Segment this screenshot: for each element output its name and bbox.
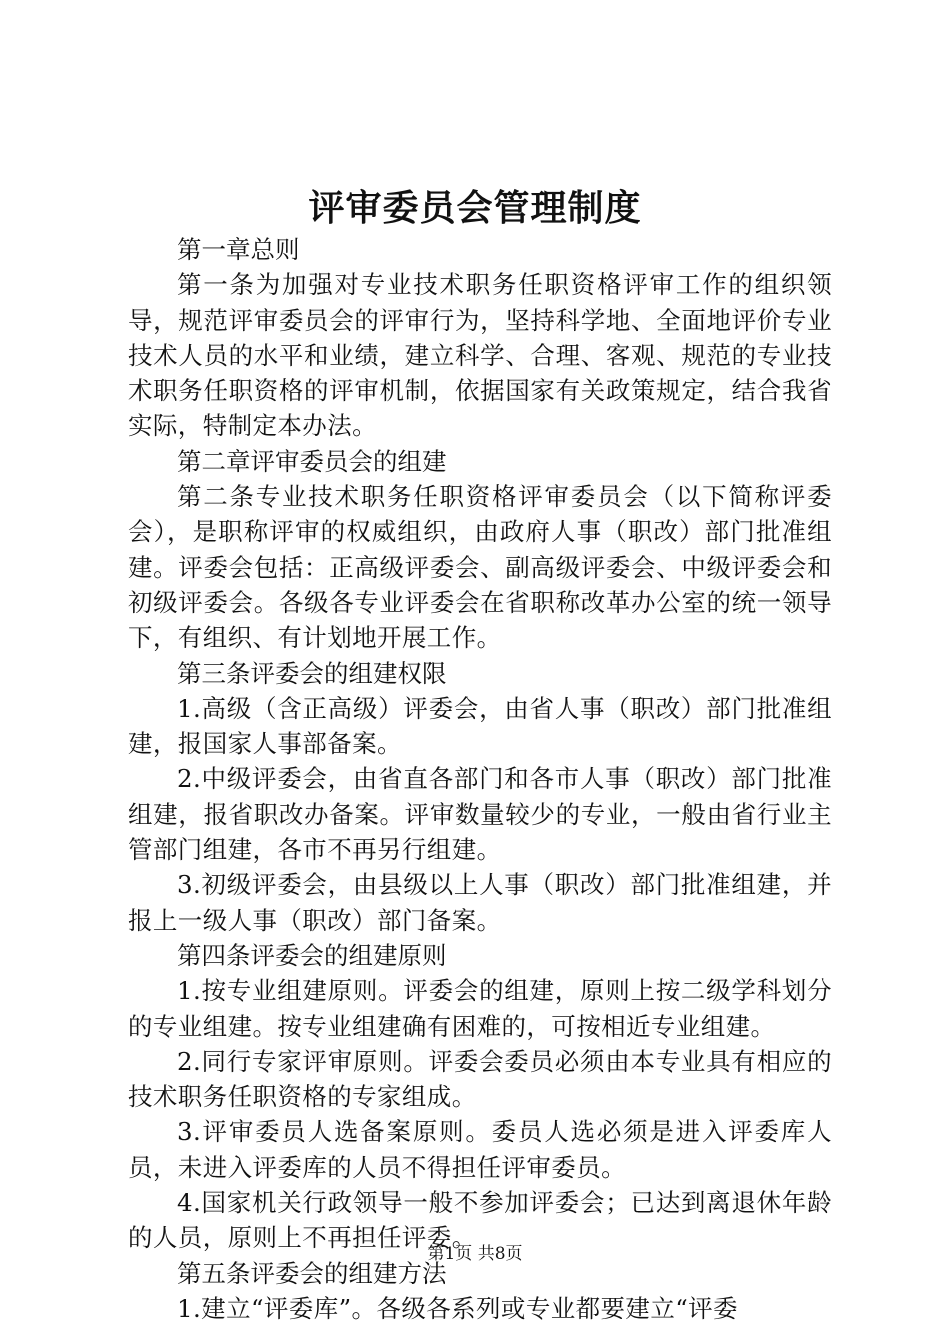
document-body (128, 232, 832, 1326)
paragraph: 第二条专业技术职务任职资格评审委员会（以下简称评委会），是职称评审的权威组织，由政府人事（职改）部门批准组建。评委会包括：正高级评委会、副高级评委会、中级评委会和初级评委会。各级各专业评委会在省职称改革办公室的统一领导下，有组织、有计划地开展工作。 (128, 482, 832, 653)
list-item: 3.评审委员人选备案原则。委员人选必须是进入评委库人员，未进入评委库的人员不得担任评审委员。 (128, 1117, 832, 1182)
list-item: 3.初级评委会，由县级以上人事（职改）部门批准组建，并报上一级人事（职改）部门备案。 (128, 870, 832, 935)
list-item: 4.国家机关行政领导一般不参加评委会；已达到离退休年龄的人员，原则上不再担任评委。 (128, 1188, 832, 1253)
list-item: 1.按专业组建原则。评委会的组建，原则上按二级学科划分的专业组建。按专业组建确有困难的，可按相近专业组建。 (128, 976, 832, 1041)
article-heading: 第三条评委会的组建权限 (177, 658, 447, 688)
chapter-heading: 第一章总则 (177, 235, 300, 264)
paragraph: 第一条为加强对专业技术职务任职资格评审工作的组织领导，规范评审委员会的评审行为，坚持科学地、全面地评价专业技术人员的水平和业绩，建立科学、合理、客观、规范的专业技术职务任职资格的评审机制，依据国家有关政策规定，结合我省实际，特制定本办法。 (128, 270, 832, 441)
list-item: 2.中级评委会，由省直各部门和各市人事（职改）部门批准组建，报省职改办备案。评审数量较少的专业，一般由省行业主管部门组建，各市不再另行组建。 (128, 764, 832, 865)
article-heading: 第五条评委会的组建方法 (177, 1258, 447, 1288)
list-item: 1.建立“评委库”。各级各系列或专业都要建立“评委 (177, 1293, 738, 1323)
document-title: 评审委员会管理制度 (308, 187, 642, 229)
list-item: 2.同行专家评审原则。评委会委员必须由本专业具有相应的技术职务任职资格的专家组成。 (128, 1046, 832, 1112)
list-item: 1.高级（含正高级）评委会，由省人事（职改）部门批准组建，报国家人事部备案。 (128, 693, 832, 759)
article-heading: 第四条评委会的组建原则 (177, 940, 447, 970)
chapter-heading: 第二章评审委员会的组建 (177, 446, 447, 476)
page-number-footer: 第1页 共8页 (427, 1244, 523, 1264)
